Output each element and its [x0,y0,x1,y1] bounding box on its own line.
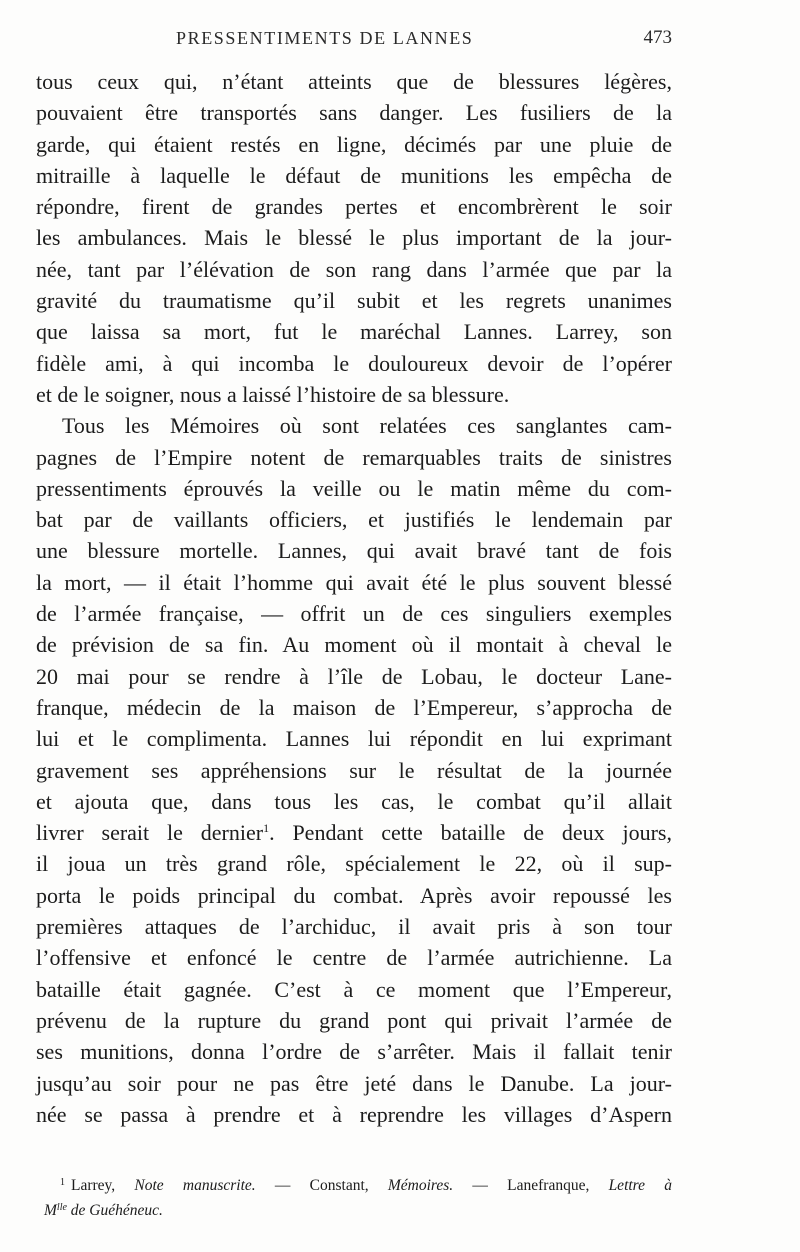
text-segment: . Pendant cette bataille de deux jours, [269,820,672,846]
footnote-title: Mémoires. [387,1177,454,1194]
text-segment: livrer serait le dernier [36,820,264,846]
text-line: bataille était gagnée. C’est à ce moment que l’Empereur, [36,976,672,1002]
footnote-dash: — [472,1177,488,1194]
footnote-author: Larrey, [71,1177,116,1194]
text-line: née, tant par l’élévation de son rang dans l’armée que par la [36,256,672,282]
text-line: franque, médecin de la maison de l’Empereur, s’approcha de [36,694,672,720]
text-line: 20 mai pour se rendre à l’île de Lobau, le docteur Lane- [36,663,672,689]
text-line: il joua un très grand rôle, spécialement le 22, où il sup- [36,851,672,877]
text-line: porta le poids principal du combat. Après avoir repoussé les [36,882,672,908]
footnote-author: Constant, [309,1177,369,1194]
text-line: de l’armée française, — offrit un de ces singuliers exemples [36,601,672,627]
footnote-abbrev: M [44,1202,57,1219]
text-line: mitraille à laquelle le défaut de munitions les empêcha de [36,162,672,188]
footnote-title: de Guéhéneuc. [70,1202,163,1219]
text-line: lui et le complimenta. Lannes lui répondit en lui exprimant [36,726,672,752]
footnote-title: Note manuscrite. [134,1177,256,1194]
text-line: fidèle ami, à qui incomba le douloureux devoir de l’opérer [36,350,672,376]
text-line: répondre, firent de grandes pertes et encombrèrent le soir [36,194,672,220]
text-line: prévenu de la rupture du grand pont qui privait l’armée de [36,1007,672,1033]
text-line: les ambulances. Mais le blessé le plus important de la jour- [36,225,672,251]
text-line: ses munitions, donna l’ordre de s’arrêter. Mais il fallait tenir [36,1039,672,1065]
footnote-title: Lettre à [608,1177,672,1194]
text-line: et de le soigner, nous a laissé l’histoire de sa blessure. [36,381,510,407]
text-line: garde, qui étaient restés en ligne, décimés par une pluie de [36,131,672,157]
text-line: une blessure mortelle. Lannes, qui avait bravé tant de fois [36,538,672,564]
text-line: pouvaient être transportés sans danger. Les fusiliers de la [36,100,672,126]
footnote-reference: 1 [263,821,270,836]
footnote-line [60,1172,672,1197]
footnote-line [44,1197,672,1222]
running-title: PRESSENTIMENTS DE LANNES [176,28,474,48]
body-text [36,66,672,1130]
page-number: 473 [643,27,672,48]
text-line: pressentiments éprouvés la veille ou le matin même du com- [36,475,672,501]
text-line: gravement ses appréhensions sur le résultat de la journée [36,757,672,783]
footnote-abbrev-sup: lle [56,1202,67,1213]
text-line: de prévision de sa fin. Au moment où il montait à cheval le [36,632,672,658]
footnote-dash: — [274,1177,291,1194]
footnote-author: Lanefranque, [507,1177,590,1194]
text-line: la mort, — il était l’homme qui avait été le plus souvent blessé [36,569,672,595]
text-line-with-note-ref [36,817,672,848]
footnote [44,1172,672,1222]
text-line: l’offensive et enfoncé le centre de l’armée autrichienne. La [36,945,672,971]
text-line: pagnes de l’Empire notent de remarquables traits de sinistres [36,444,672,470]
text-line: gravité du traumatisme qu’il subit et les regrets unanimes [36,288,672,314]
text-line: bat par de vaillants officiers, et justifiés le lendemain par [36,507,672,533]
text-line: jusqu’au soir pour ne pas être jeté dans le Danube. La jour- [36,1070,672,1096]
text-line: tous ceux qui, n’étant atteints que de blessures légères, [36,69,672,94]
text-line: et ajouta que, dans tous les cas, le combat qu’il allait [36,788,672,814]
text-line: que laissa sa mort, fut le maréchal Lannes. Larrey, son [36,319,672,345]
text-line: premières attaques de l’archiduc, il avait pris à son tour [36,914,672,940]
text-line: née se passa à prendre et à reprendre les villages d’Aspern [36,1101,672,1127]
footnote-number: 1 [60,1177,65,1188]
text-line: Tous les Mémoires où sont relatées ces sanglantes cam- [62,413,672,439]
running-head [36,22,672,52]
